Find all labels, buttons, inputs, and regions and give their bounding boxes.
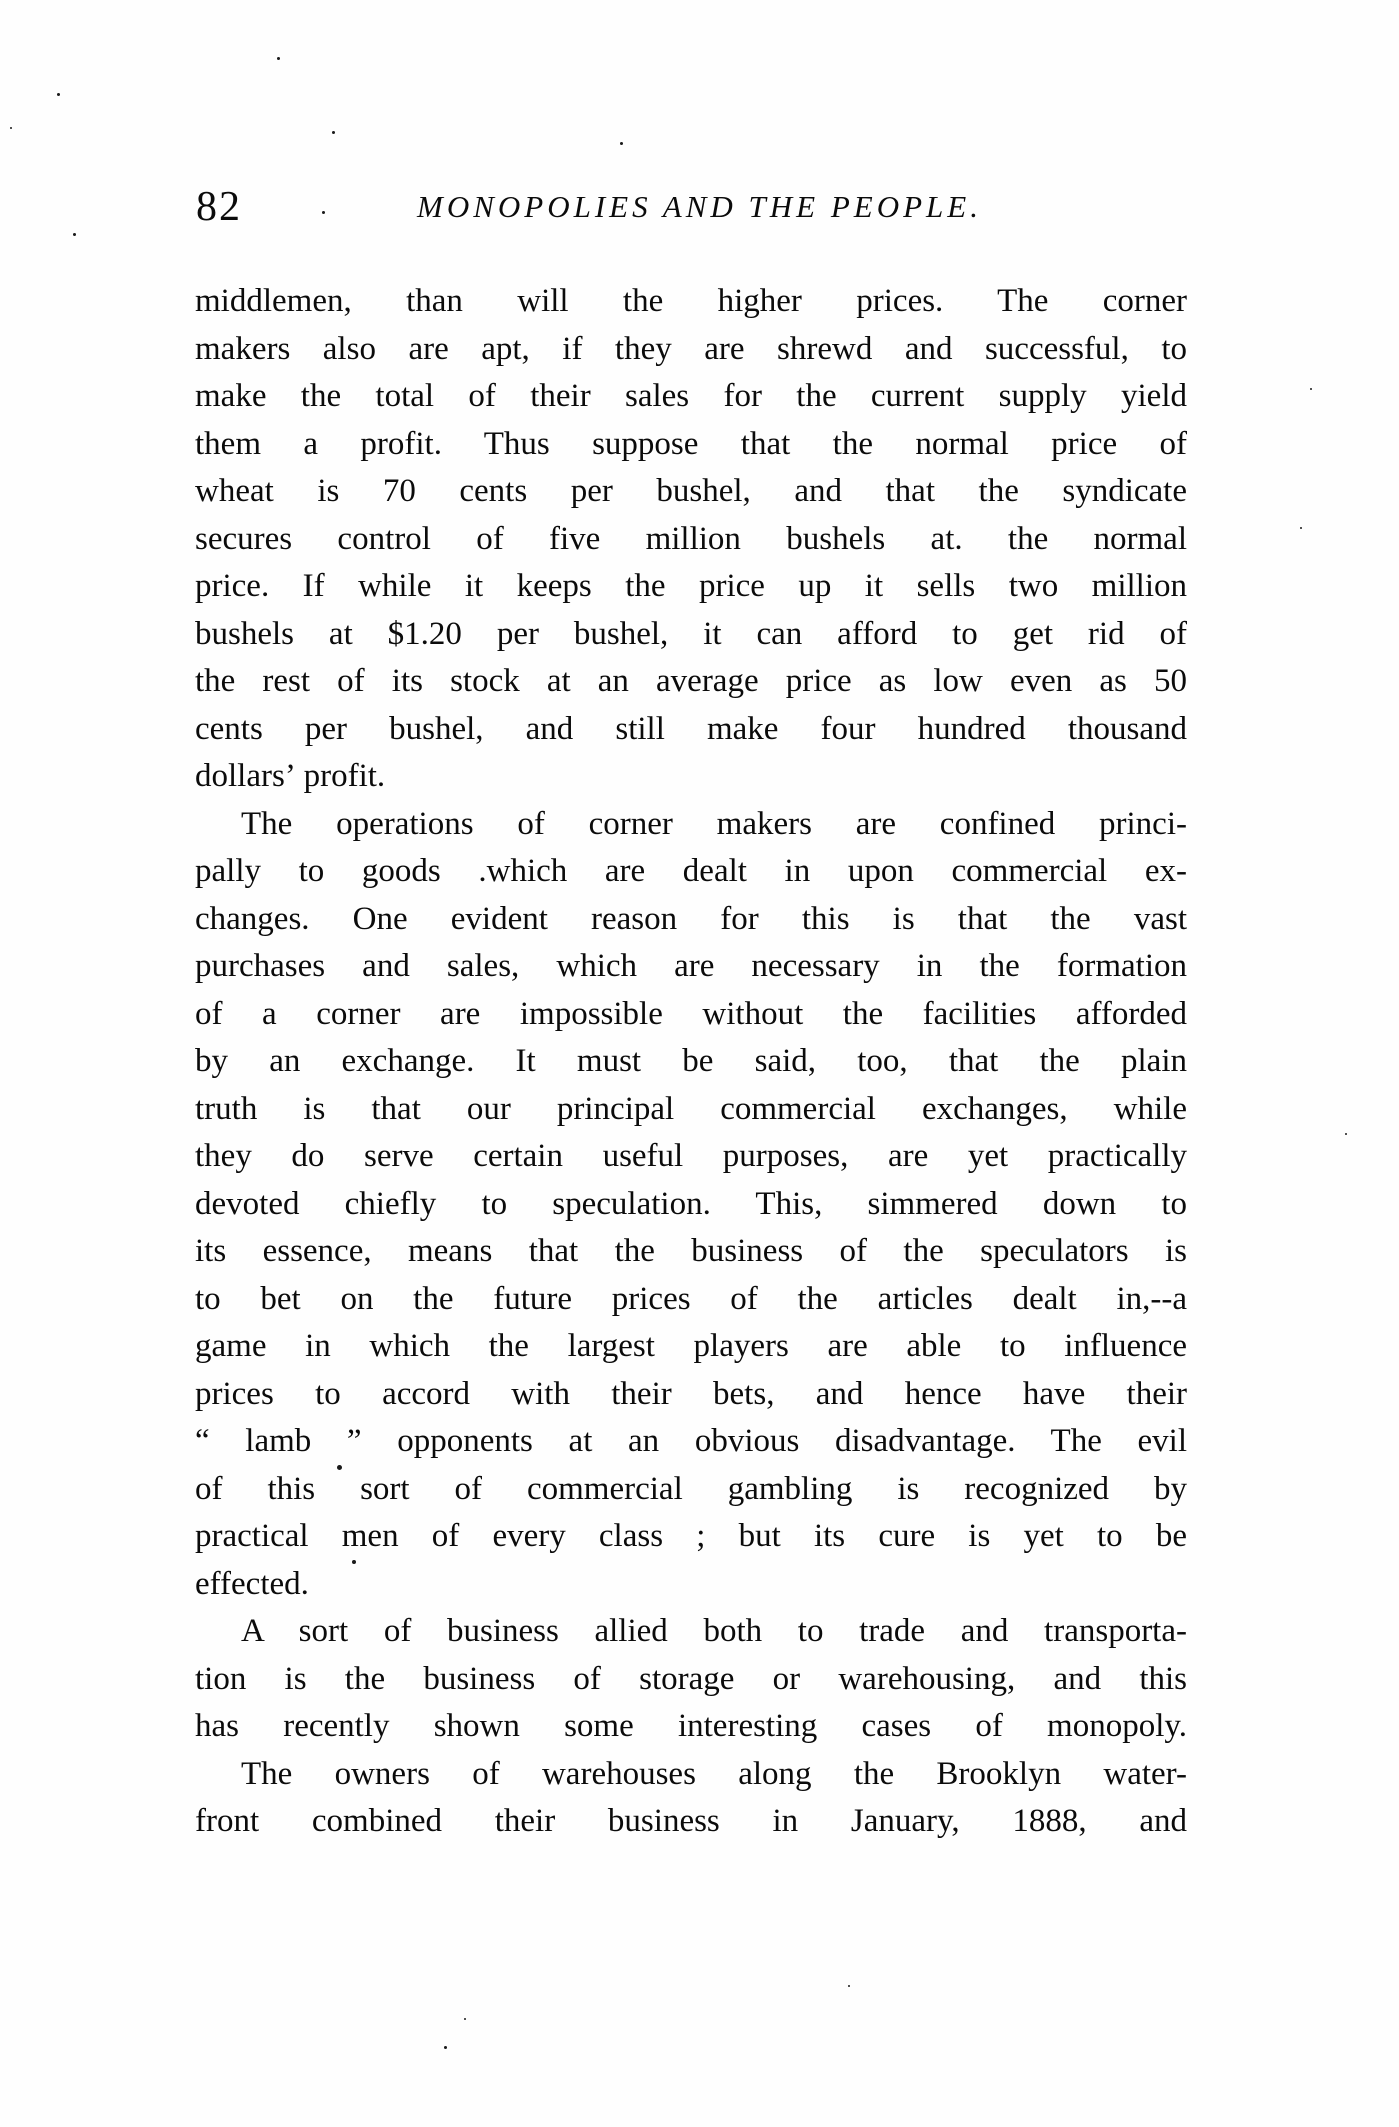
text-line: by an exchange. It must be said, too, that the plain bbox=[195, 1043, 1187, 1079]
page-number: 82 bbox=[196, 184, 242, 230]
text-line: cents per bushel, and still make four hundred thousand bbox=[195, 710, 1187, 747]
text-line: of a corner are impossible without the facilities afforded bbox=[195, 995, 1187, 1032]
text-line: The operations of corner makers are confined princi- bbox=[241, 805, 1187, 842]
text-line: to bet on the future prices of the articles dealt in,--a bbox=[195, 1280, 1187, 1317]
text-line: tion is the business of storage or warehousing, and this bbox=[195, 1660, 1187, 1697]
scan-noise-dot bbox=[332, 131, 335, 134]
text-line: makers also are apt, if they are shrewd and successful, to bbox=[195, 330, 1187, 367]
text-line: its essence, means that the business of the speculators is bbox=[195, 1233, 1187, 1269]
scan-noise-dot bbox=[620, 142, 623, 145]
text-line: bushels at $1.20 per bushel, it can afford to get rid of bbox=[195, 615, 1187, 652]
scan-noise-dot bbox=[337, 1465, 342, 1470]
text-line: pally to goods .which are dealt in upon commercial ex- bbox=[195, 853, 1187, 889]
text-line: they do serve certain useful purposes, are yet practically bbox=[195, 1138, 1187, 1174]
text-line: wheat is 70 cents per bushel, and that the syndicate bbox=[195, 473, 1187, 509]
text-line: of this sort of commercial gambling is recognized by bbox=[195, 1470, 1187, 1507]
scan-noise-dot bbox=[73, 233, 76, 236]
running-title: MONOPOLIES AND THE PEOPLE. bbox=[417, 189, 982, 224]
scan-noise-dot bbox=[1300, 527, 1302, 529]
text-line: price. If while it keeps the price up it sells two million bbox=[195, 568, 1187, 604]
text-line: effected. bbox=[195, 1565, 309, 1602]
scan-noise-dot bbox=[1345, 1133, 1347, 1135]
text-line: make the total of their sales for the current supply yield bbox=[195, 378, 1187, 414]
scan-noise-dot bbox=[57, 93, 60, 96]
text-line: middlemen, than will the higher prices. The corner bbox=[195, 283, 1187, 319]
text-line: “ lamb ” opponents at an obvious disadvantage. The evil bbox=[195, 1423, 1187, 1459]
scan-noise-dot bbox=[444, 2046, 447, 2049]
scan-noise-dot bbox=[1310, 388, 1312, 390]
text-line: the rest of its stock at an average price as low even as 50 bbox=[195, 663, 1187, 699]
scan-noise-dot bbox=[352, 1560, 356, 1564]
text-line: devoted chiefly to speculation. This, simmered down to bbox=[195, 1185, 1187, 1222]
text-line: A sort of business allied both to trade and transporta- bbox=[241, 1613, 1187, 1649]
text-line: purchases and sales, which are necessary in the formation bbox=[195, 948, 1187, 984]
scan-noise-dot bbox=[10, 127, 12, 129]
scan-noise-dot bbox=[322, 211, 325, 214]
text-line: changes. One evident reason for this is that the vast bbox=[195, 900, 1187, 937]
text-line: has recently shown some interesting cases of monopoly. bbox=[195, 1708, 1187, 1744]
text-line: truth is that our principal commercial exchanges, while bbox=[195, 1090, 1187, 1127]
text-line: dollars’ profit. bbox=[195, 758, 386, 794]
scan-noise-dot bbox=[848, 1985, 850, 1987]
text-line: secures control of five million bushels at. the normal bbox=[195, 520, 1187, 557]
text-line: game in which the largest players are able to influence bbox=[195, 1328, 1187, 1364]
text-line: practical men of every class ; but its cure is yet to be bbox=[195, 1518, 1187, 1554]
scan-noise-dot bbox=[277, 57, 280, 60]
body-text bbox=[195, 278, 1187, 1846]
scan-noise-dot bbox=[464, 2018, 466, 2020]
text-line: them a profit. Thus suppose that the normal price of bbox=[195, 425, 1187, 462]
text-line: The owners of warehouses along the Brooklyn water- bbox=[241, 1755, 1187, 1792]
text-line: front combined their business in January, 1888, and bbox=[195, 1803, 1187, 1839]
text-line: prices to accord with their bets, and hence have their bbox=[195, 1375, 1187, 1412]
